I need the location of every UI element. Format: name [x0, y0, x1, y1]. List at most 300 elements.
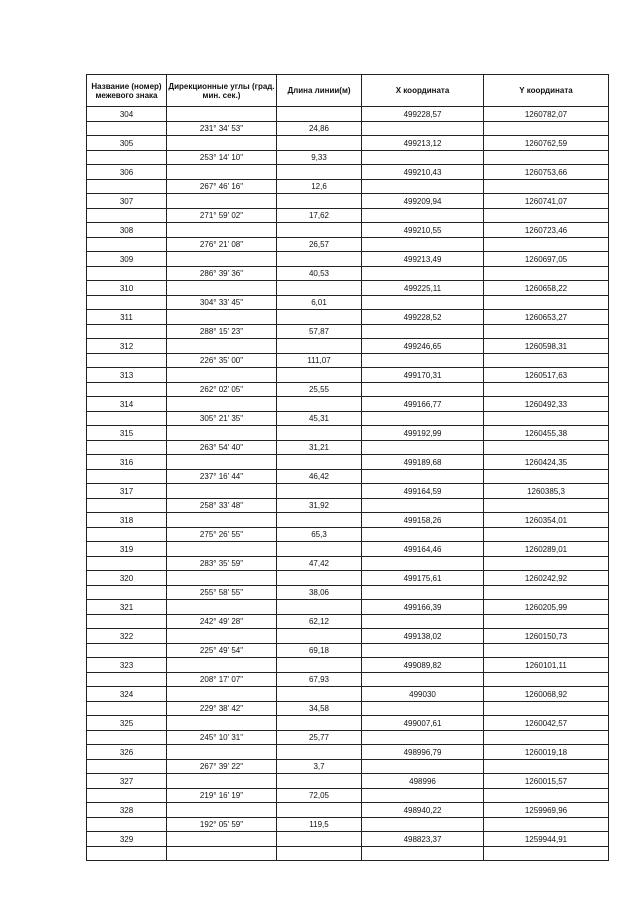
- x-coordinate-value: 499138,02: [403, 631, 442, 641]
- table-row: [87, 716, 609, 745]
- angle-value: [167, 846, 276, 860]
- cell-divider: [167, 701, 276, 702]
- y-coordinate-cell: [484, 426, 609, 455]
- cell-divider: [167, 469, 276, 470]
- cell-divider: [277, 817, 361, 818]
- table-body: [87, 107, 609, 861]
- cell-divider: [277, 469, 361, 470]
- x-coordinate-cell: [362, 716, 484, 745]
- angle-cell: [167, 165, 277, 194]
- cell-divider: [87, 817, 166, 818]
- angle-cell: [167, 803, 277, 832]
- length-value: 31,92: [308, 500, 330, 510]
- length-cell: [277, 136, 362, 165]
- length-cell: [277, 426, 362, 455]
- x-coordinate-cell: [362, 368, 484, 397]
- cell-divider: [167, 237, 276, 238]
- length-cell: [277, 832, 362, 861]
- cell-divider: [167, 643, 276, 644]
- marker-name-value: 315: [119, 428, 134, 438]
- angle-cell: [167, 600, 277, 629]
- y-coordinate-value: 1260658,22: [524, 283, 568, 293]
- cell-divider: [484, 643, 608, 644]
- cell-divider: [167, 324, 276, 325]
- angle-value: 253° 14' 10": [199, 152, 244, 162]
- marker-name-value: 313: [119, 370, 134, 380]
- marker-name-cell: [87, 513, 167, 542]
- angle-cell: [167, 513, 277, 542]
- x-coordinate-value: 499164,59: [403, 486, 442, 496]
- marker-name-cell: [87, 368, 167, 397]
- cell-divider: [167, 411, 276, 412]
- marker-name-value: 324: [119, 689, 134, 699]
- length-value: 67,93: [308, 674, 330, 684]
- angle-value: 283° 35' 59": [199, 558, 244, 568]
- cell-divider: [362, 614, 483, 615]
- marker-name-value: 325: [119, 718, 134, 728]
- y-coordinate-value: 1260019,18: [524, 747, 568, 757]
- cell-divider: [484, 179, 608, 180]
- length-cell: [277, 745, 362, 774]
- x-coordinate-cell: [362, 803, 484, 832]
- cell-divider: [167, 788, 276, 789]
- length-cell: [277, 310, 362, 339]
- length-cell: [277, 600, 362, 629]
- angle-cell: [167, 426, 277, 455]
- y-coordinate-value: 1260042,57: [524, 718, 568, 728]
- length-value: 34,58: [308, 703, 330, 713]
- cell-divider: [484, 701, 608, 702]
- length-value: 17,62: [308, 210, 330, 220]
- y-coordinate-value: 1260697,05: [524, 254, 568, 264]
- cell-divider: [362, 237, 483, 238]
- x-coordinate-value: 499089,82: [403, 660, 442, 670]
- angle-value: 242° 49' 28": [199, 616, 244, 626]
- cell-divider: [362, 382, 483, 383]
- cell-divider: [484, 353, 608, 354]
- cell-divider: [87, 730, 166, 731]
- cell-divider: [484, 817, 608, 818]
- length-value: 9,33: [311, 152, 327, 162]
- angle-value: 225° 49' 54": [199, 645, 244, 655]
- cell-divider: [167, 759, 276, 760]
- x-coordinate-cell: [362, 397, 484, 426]
- cell-divider: [277, 556, 361, 557]
- x-coordinate-cell: [362, 281, 484, 310]
- cell-divider: [484, 672, 608, 673]
- marker-name-value: 308: [119, 225, 134, 235]
- cell-divider: [277, 353, 361, 354]
- table-row: [87, 339, 609, 368]
- angle-value: 275° 26' 55": [199, 529, 244, 539]
- cell-divider: [362, 759, 483, 760]
- length-cell: [277, 455, 362, 484]
- cell-divider: [167, 585, 276, 586]
- length-value: 65,3: [311, 529, 327, 539]
- length-cell: [277, 339, 362, 368]
- angle-value: 237° 16' 44": [199, 471, 244, 481]
- length-cell: [277, 107, 362, 136]
- angle-value: 286° 39' 36": [199, 268, 244, 278]
- length-value: 25,55: [308, 384, 330, 394]
- cell-divider: [484, 237, 608, 238]
- x-coordinate-value: 499192,99: [403, 428, 442, 438]
- cell-divider: [362, 411, 483, 412]
- x-coordinate-cell: [362, 832, 484, 861]
- angle-cell: [167, 194, 277, 223]
- table-row: [87, 223, 609, 252]
- cell-divider: [484, 556, 608, 557]
- x-coordinate-cell: [362, 687, 484, 716]
- length-value: 6,01: [311, 297, 327, 307]
- length-cell: [277, 194, 362, 223]
- cell-divider: [87, 614, 166, 615]
- marker-name-cell: [87, 310, 167, 339]
- marker-name-value: 323: [119, 660, 134, 670]
- angle-value: 258° 33' 48": [199, 500, 244, 510]
- x-coordinate-value: 499246,65: [403, 341, 442, 351]
- x-coordinate-value: 499210,43: [403, 167, 442, 177]
- cell-divider: [167, 295, 276, 296]
- length-value: 45,31: [308, 413, 330, 423]
- marker-name-cell: [87, 223, 167, 252]
- x-coordinate-cell: [362, 745, 484, 774]
- length-cell: [277, 484, 362, 513]
- y-coordinate-value: 1260205,99: [524, 602, 568, 612]
- length-cell: [277, 716, 362, 745]
- marker-name-value: 321: [119, 602, 134, 612]
- x-coordinate-value: 498996,79: [403, 747, 442, 757]
- y-coordinate-value: 1260782,07: [524, 109, 568, 119]
- cell-divider: [484, 440, 608, 441]
- marker-name-value: 328: [119, 805, 134, 815]
- x-coordinate-cell: [362, 455, 484, 484]
- length-value: 25,77: [308, 732, 330, 742]
- cell-divider: [87, 788, 166, 789]
- cell-divider: [277, 498, 361, 499]
- length-value: 26,57: [308, 239, 330, 249]
- cell-divider: [277, 585, 361, 586]
- cell-divider: [87, 150, 166, 151]
- table-row: [87, 832, 609, 861]
- length-cell: [277, 774, 362, 803]
- cell-divider: [362, 295, 483, 296]
- y-coordinate-value: 1260068,92: [524, 689, 568, 699]
- y-coordinate-value: 1260150,73: [524, 631, 568, 641]
- cell-divider: [277, 150, 361, 151]
- angle-cell: [167, 687, 277, 716]
- angle-cell: [167, 716, 277, 745]
- angle-cell: [167, 397, 277, 426]
- cell-divider: [87, 440, 166, 441]
- marker-name-value: 307: [119, 196, 134, 206]
- cell-divider: [362, 846, 483, 847]
- cell-divider: [87, 324, 166, 325]
- y-coordinate-value: 1260242,92: [524, 573, 568, 583]
- angle-value: 219° 16' 19": [199, 790, 244, 800]
- angle-value: 255° 58' 55": [199, 587, 244, 597]
- x-coordinate-cell: [362, 542, 484, 571]
- length-cell: [277, 542, 362, 571]
- angle-cell: [167, 281, 277, 310]
- cell-divider: [484, 527, 608, 528]
- y-coordinate-cell: [484, 339, 609, 368]
- cell-divider: [167, 208, 276, 209]
- cell-divider: [362, 527, 483, 528]
- length-value: 31,21: [308, 442, 330, 452]
- y-coordinate-value: 1260653,27: [524, 312, 568, 322]
- cell-divider: [87, 846, 166, 847]
- angle-value: 304° 33' 45": [199, 297, 244, 307]
- x-coordinate-cell: [362, 513, 484, 542]
- cell-divider: [87, 179, 166, 180]
- angle-value: 267° 39' 22": [199, 761, 244, 771]
- x-coordinate-cell: [362, 194, 484, 223]
- x-coordinate-cell: [362, 136, 484, 165]
- y-coordinate-value: 1260762,59: [524, 138, 568, 148]
- angle-cell: [167, 223, 277, 252]
- cell-divider: [87, 643, 166, 644]
- y-coordinate-cell: [484, 803, 609, 832]
- cell-divider: [362, 179, 483, 180]
- length-value: 72,05: [308, 790, 330, 800]
- length-cell: [277, 629, 362, 658]
- length-value: [277, 846, 361, 860]
- x-coordinate-value: 499166,77: [403, 399, 442, 409]
- header-name: Название (номер) межевого знака: [87, 75, 167, 107]
- y-coordinate-cell: [484, 571, 609, 600]
- marker-name-value: 326: [119, 747, 134, 757]
- x-coordinate-value: 498940,22: [403, 805, 442, 815]
- angle-cell: [167, 368, 277, 397]
- cell-divider: [484, 266, 608, 267]
- angle-cell: [167, 571, 277, 600]
- cell-divider: [362, 150, 483, 151]
- cell-divider: [362, 498, 483, 499]
- y-coordinate-cell: [484, 542, 609, 571]
- marker-name-cell: [87, 397, 167, 426]
- cell-divider: [87, 701, 166, 702]
- x-coordinate-value: 499209,94: [403, 196, 442, 206]
- marker-name-cell: [87, 774, 167, 803]
- length-cell: [277, 281, 362, 310]
- cell-divider: [277, 440, 361, 441]
- cell-divider: [167, 730, 276, 731]
- y-coordinate-value: 1259944,91: [524, 834, 568, 844]
- cell-divider: [277, 237, 361, 238]
- table-row: [87, 658, 609, 687]
- header-row: [87, 75, 609, 107]
- table-row: [87, 484, 609, 513]
- marker-name-cell: [87, 252, 167, 281]
- marker-name-value: 317: [119, 486, 134, 496]
- x-coordinate-value: 499228,57: [403, 109, 442, 119]
- y-coordinate-value: 1260455,38: [524, 428, 568, 438]
- marker-name-cell: [87, 832, 167, 861]
- x-coordinate-value: 499166,39: [403, 602, 442, 612]
- cell-divider: [484, 759, 608, 760]
- cell-divider: [87, 556, 166, 557]
- x-coordinate-cell: [362, 658, 484, 687]
- cell-divider: [362, 556, 483, 557]
- length-cell: [277, 223, 362, 252]
- y-coordinate-value: 1260424,35: [524, 457, 568, 467]
- x-coordinate-value: 499213,12: [403, 138, 442, 148]
- table-row: [87, 774, 609, 803]
- cell-divider: [167, 353, 276, 354]
- length-cell: [277, 252, 362, 281]
- marker-name-value: 306: [119, 167, 134, 177]
- marker-name-cell: [87, 716, 167, 745]
- cell-divider: [277, 672, 361, 673]
- cell-divider: [87, 527, 166, 528]
- length-cell: [277, 397, 362, 426]
- angle-cell: [167, 542, 277, 571]
- length-value: 3,7: [313, 761, 325, 771]
- y-coordinate-cell: [484, 629, 609, 658]
- table-row: [87, 542, 609, 571]
- table-row: [87, 426, 609, 455]
- cell-divider: [484, 614, 608, 615]
- y-coordinate-value: 1260517,63: [524, 370, 568, 380]
- x-coordinate-cell: [362, 484, 484, 513]
- cell-divider: [277, 411, 361, 412]
- angle-value: 231° 34' 53": [199, 123, 244, 133]
- y-coordinate-cell: [484, 310, 609, 339]
- length-value: 119,5: [309, 819, 329, 829]
- marker-name-value: 311: [120, 312, 133, 322]
- cell-divider: [87, 672, 166, 673]
- angle-value: 262° 02' 05": [199, 384, 244, 394]
- x-coordinate-cell: [362, 165, 484, 194]
- marker-name-value: 316: [119, 457, 134, 467]
- angle-cell: [167, 629, 277, 658]
- y-coordinate-value: 1260723,46: [524, 225, 568, 235]
- y-coordinate-value: 1260015,57: [524, 776, 568, 786]
- cell-divider: [484, 846, 608, 847]
- angle-value: 276° 21' 08": [199, 239, 244, 249]
- y-coordinate-cell: [484, 774, 609, 803]
- y-coordinate-value: 1260753,66: [524, 167, 568, 177]
- angle-value: 288° 15' 23": [199, 326, 244, 336]
- cell-divider: [277, 295, 361, 296]
- boundary-coordinates-table: [86, 74, 609, 861]
- cell-divider: [167, 382, 276, 383]
- angle-cell: [167, 310, 277, 339]
- cell-divider: [87, 585, 166, 586]
- table-row: [87, 629, 609, 658]
- length-value: 12,6: [311, 181, 327, 191]
- y-coordinate-cell: [484, 658, 609, 687]
- angle-value: 267° 46' 16": [199, 181, 244, 191]
- marker-name-cell: [87, 687, 167, 716]
- marker-name-value: 305: [119, 138, 134, 148]
- x-coordinate-cell: [362, 774, 484, 803]
- cell-divider: [277, 759, 361, 760]
- cell-divider: [277, 643, 361, 644]
- cell-divider: [277, 614, 361, 615]
- cell-divider: [277, 846, 361, 847]
- cell-divider: [87, 469, 166, 470]
- cell-divider: [362, 817, 483, 818]
- table-row: [87, 571, 609, 600]
- cell-divider: [277, 382, 361, 383]
- marker-name-value: 312: [119, 341, 134, 351]
- y-coordinate-cell: [484, 252, 609, 281]
- cell-divider: [484, 295, 608, 296]
- length-value: 24,86: [308, 123, 330, 133]
- cell-divider: [87, 121, 166, 122]
- angle-value: 192° 05' 59": [199, 819, 244, 829]
- table-row: [87, 513, 609, 542]
- cell-divider: [277, 121, 361, 122]
- x-coordinate-value: 499170,31: [403, 370, 442, 380]
- y-coordinate-value: 1260354,01: [524, 515, 568, 525]
- cell-divider: [167, 817, 276, 818]
- angle-value: 305° 21' 35": [199, 413, 244, 423]
- marker-name-cell: [87, 136, 167, 165]
- cell-divider: [277, 208, 361, 209]
- header-y: Y координата: [484, 75, 609, 107]
- marker-name-cell: [87, 658, 167, 687]
- angle-cell: [167, 252, 277, 281]
- cell-divider: [362, 353, 483, 354]
- y-coordinate-cell: [484, 107, 609, 136]
- x-coordinate-cell: [362, 252, 484, 281]
- y-coordinate-cell: [484, 455, 609, 484]
- marker-name-value: 320: [119, 573, 134, 583]
- length-value: 111,07: [307, 355, 331, 365]
- cell-divider: [362, 469, 483, 470]
- y-coordinate-cell: [484, 368, 609, 397]
- header-length: Длина линии(м): [277, 75, 362, 107]
- y-coordinate-cell: [484, 687, 609, 716]
- cell-divider: [277, 788, 361, 789]
- y-coordinate-cell: [484, 600, 609, 629]
- length-value: 57,87: [308, 326, 330, 336]
- table-row: [87, 803, 609, 832]
- marker-name-value: 329: [119, 834, 134, 844]
- angle-cell: [167, 484, 277, 513]
- marker-name-cell: [87, 803, 167, 832]
- y-coordinate-cell: [484, 194, 609, 223]
- cell-divider: [362, 121, 483, 122]
- cell-divider: [362, 730, 483, 731]
- marker-name-cell: [87, 571, 167, 600]
- x-coordinate-cell: [362, 223, 484, 252]
- cell-divider: [87, 353, 166, 354]
- length-value: 40,53: [308, 268, 330, 278]
- cell-divider: [167, 179, 276, 180]
- cell-divider: [277, 324, 361, 325]
- length-cell: [277, 687, 362, 716]
- cell-divider: [87, 382, 166, 383]
- marker-name-cell: [87, 629, 167, 658]
- boundary-coordinates-document: [86, 74, 608, 861]
- table-row: [87, 281, 609, 310]
- cell-divider: [484, 411, 608, 412]
- cell-divider: [484, 324, 608, 325]
- cell-divider: [362, 440, 483, 441]
- y-coordinate-value: 1260741,07: [524, 196, 568, 206]
- marker-name-value: 319: [119, 544, 134, 554]
- length-value: 69,18: [308, 645, 330, 655]
- cell-divider: [87, 208, 166, 209]
- angle-value: 271° 59' 02": [199, 210, 244, 220]
- angle-cell: [167, 339, 277, 368]
- angle-value: 263° 54' 40": [199, 442, 244, 452]
- x-coordinate-value: 499189,68: [403, 457, 442, 467]
